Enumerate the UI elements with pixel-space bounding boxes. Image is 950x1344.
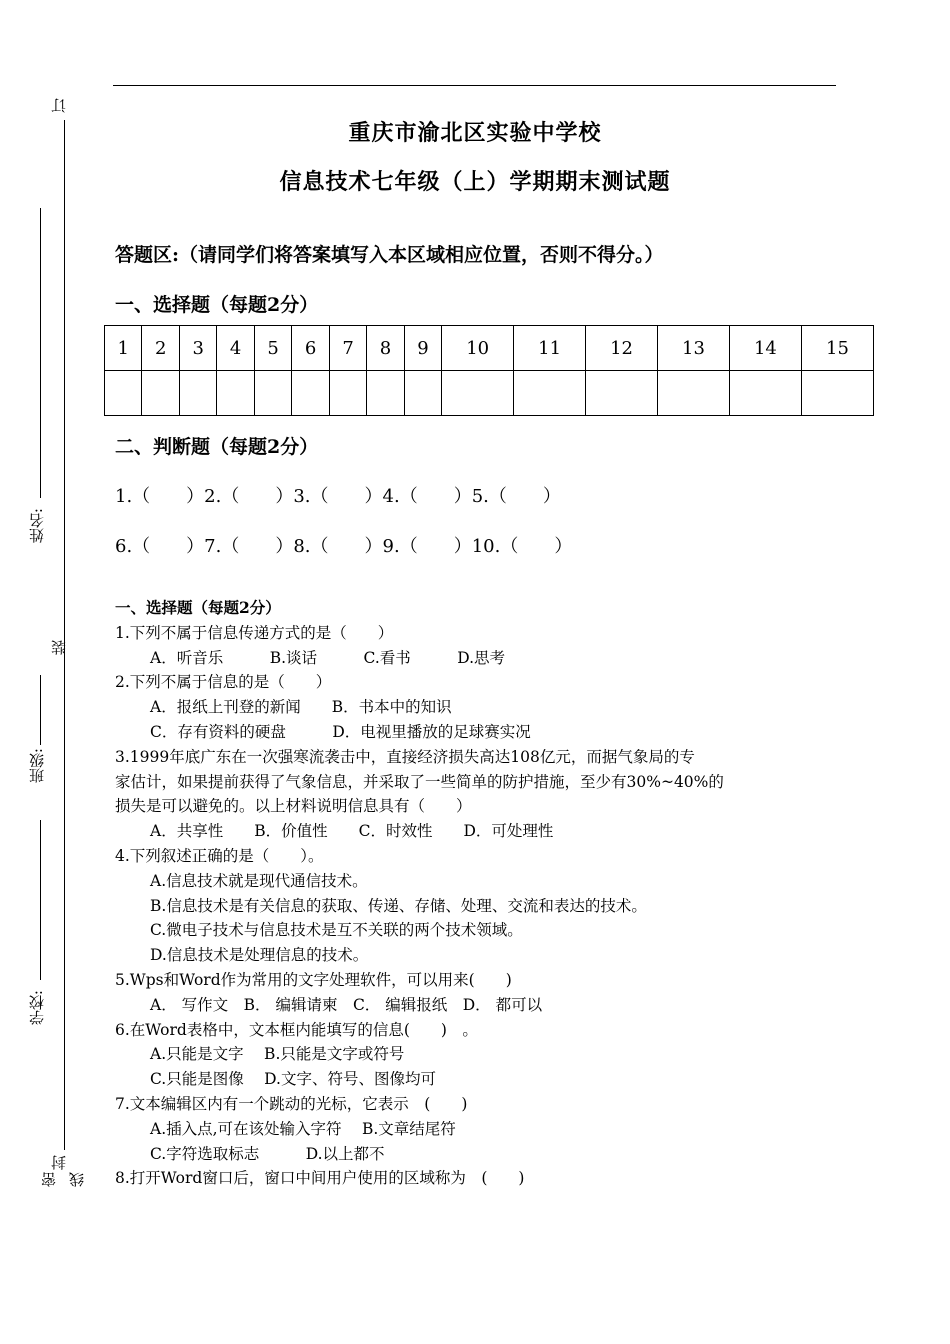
question-option-line: A.信息技术就是现代通信技术。 <box>150 871 368 890</box>
question-option-line: C．存有资料的硬盘 D．电视里播放的足球赛实况 <box>150 722 531 741</box>
answer-number: 6 <box>292 326 329 371</box>
class-underline <box>40 675 41 745</box>
answer-number: 7 <box>329 326 366 371</box>
answer-cell[interactable] <box>142 371 179 416</box>
question-text-line: 2.下列不属于信息的是（ ） <box>115 673 332 692</box>
question-text-line: 家估计，如果提前获得了气象信息，并采取了一些简单的防护措施，至少有30%~40%的 <box>115 772 724 791</box>
answer-number: 5 <box>254 326 291 371</box>
name-underline <box>40 208 41 498</box>
binding-line-top <box>64 120 65 1150</box>
margin-xian: 线 <box>68 1172 86 1187</box>
answer-number: 15 <box>801 326 873 371</box>
answer-cell[interactable] <box>442 371 514 416</box>
answer-cell[interactable] <box>105 371 142 416</box>
answer-number: 12 <box>586 326 658 371</box>
answer-cell[interactable] <box>217 371 254 416</box>
margin-ding: 订 <box>50 98 68 113</box>
margin-zhuang: 装 <box>50 640 68 655</box>
answer-number: 10 <box>442 326 514 371</box>
answer-cell[interactable] <box>292 371 329 416</box>
question-option-line: A． 写作文 B． 编辑请柬 C． 编辑报纸 D． 都可以 <box>150 995 543 1014</box>
question-text-line: 8.打开Word窗口后，窗口中间用户使用的区域称为 ( ) <box>115 1169 525 1188</box>
judge-answer-row-2: 6.（ ）7.（ ）8.（ ）9.（ ）10.（ ） <box>115 536 573 557</box>
question-option-line: A．听音乐 B.谈话 C.看书 D.思考 <box>150 648 506 667</box>
question-text-line: 3.1999年底广东在一次强寒流袭击中，直接经济损失高达108亿元，而据气象局的专 <box>115 747 695 766</box>
answer-number: 11 <box>514 326 586 371</box>
answer-number: 3 <box>179 326 216 371</box>
question-text-line: 损失是可以避免的。以上材料说明信息具有（ ） <box>115 797 472 816</box>
question-option-line: C.字符选取标志 D.以上都不 <box>150 1144 385 1163</box>
answer-area-intro: 答题区:（请同学们将答案填写入本区域相应位置，否则不得分。） <box>115 244 664 266</box>
question-text-line: 7.文本编辑区内有一个跳动的光标，它表示 ( ) <box>115 1094 468 1113</box>
answer-cell[interactable] <box>254 371 291 416</box>
class-label: 班级: <box>28 748 46 784</box>
header-rule <box>113 85 836 86</box>
answer-cell[interactable] <box>404 371 441 416</box>
question-option-line: C.只能是图像 D.文字、符号、图像均可 <box>150 1070 436 1089</box>
judge-answer-row-1: 1.（ ）2.（ ）3.（ ）4.（ ）5.（ ） <box>115 486 561 507</box>
question-section-heading: 一、选择题（每题2分） <box>115 598 281 617</box>
question-option-line: A.插入点,可在该处输入字符 B.文章结尾符 <box>150 1119 456 1138</box>
answer-number: 8 <box>367 326 404 371</box>
answer-blank-row <box>105 371 874 416</box>
question-option-line: A．共享性 B．价值性 C．时效性 D．可处理性 <box>150 822 554 841</box>
school-name: 重庆市渝北区实验中学校 <box>348 120 602 146</box>
answer-number: 1 <box>105 326 142 371</box>
margin-mi: 密 <box>40 1172 58 1187</box>
answer-cell[interactable] <box>658 371 730 416</box>
answer-cell[interactable] <box>179 371 216 416</box>
question-text-line: 5.Wps和Word作为常用的文字处理软件，可以用来( ) <box>115 970 512 989</box>
answer-cell[interactable] <box>367 371 404 416</box>
answer-cell[interactable] <box>586 371 658 416</box>
answer-table <box>104 325 874 416</box>
answer-cell[interactable] <box>801 371 873 416</box>
question-option-line: A．报纸上刊登的新闻 B．书本中的知识 <box>150 698 452 717</box>
school-label: 学校: <box>28 990 46 1026</box>
answer-number: 13 <box>658 326 730 371</box>
answer-number: 4 <box>217 326 254 371</box>
question-option-line: A.只能是文字 B.只能是文字或符号 <box>150 1045 405 1064</box>
question-text-line: 6.在Word表格中，文本框内能填写的信息( ) 。 <box>115 1020 478 1039</box>
answer-number: 14 <box>729 326 801 371</box>
question-option-line: B.信息技术是有关信息的获取、传递、存储、处理、交流和表达的技术。 <box>150 896 647 915</box>
answer-number: 9 <box>404 326 441 371</box>
judge-heading: 二、判断题（每题2分） <box>115 436 319 458</box>
question-text-line: 1.下列不属于信息传递方式的是（ ） <box>115 623 394 642</box>
choice-heading: 一、选择题（每题2分） <box>115 294 319 316</box>
question-list <box>115 596 875 1191</box>
exam-title: 信息技术七年级（上）学期期末测试题 <box>279 169 671 195</box>
name-label: 姓名: <box>28 508 46 544</box>
answer-cell[interactable] <box>329 371 366 416</box>
question-option-line: C.微电子技术与信息技术是互不关联的两个技术领域。 <box>150 921 523 940</box>
question-option-line: D.信息技术是处理信息的技术。 <box>150 946 369 965</box>
answer-number: 2 <box>142 326 179 371</box>
question-text-line: 4.下列叙述正确的是（ ）。 <box>115 846 324 865</box>
answer-number-row <box>105 326 874 371</box>
answer-cell[interactable] <box>729 371 801 416</box>
answer-cell[interactable] <box>514 371 586 416</box>
margin-feng: 封 <box>50 1155 68 1170</box>
school-underline <box>40 820 41 980</box>
